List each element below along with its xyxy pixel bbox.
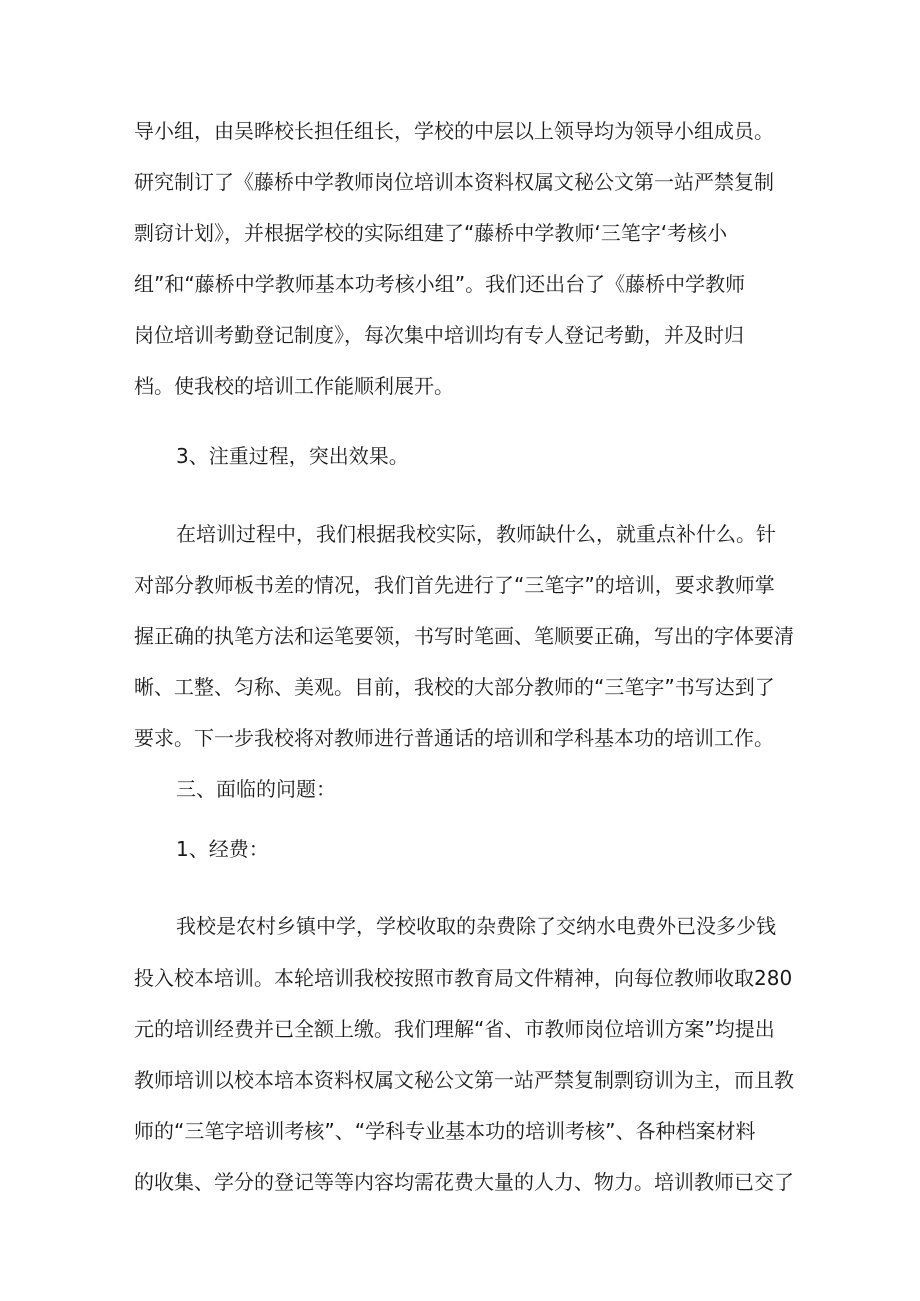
text-line-16: 投入校本培训。本轮培训我校按照市教育局文件精神，向每位教师收取280	[134, 966, 793, 990]
text-line-5: 岗位培训考勤登记制度》，每次集中培训均有专人登记考勤，并及时归	[134, 323, 744, 347]
text-line-2: 研究制订了《藤桥中学教师岗位培训本资料权属文秘公文第一站严禁复制	[134, 170, 774, 194]
text-line-10: 握正确的执笔方法和运笔要领，书写时笔画、笔顺要正确，写出的字体要清	[134, 624, 794, 648]
text-line-20: 的收集、学分的登记等等内容均需花费大量的人力、物力。培训教师已交了	[134, 1170, 794, 1194]
text-line-15: 我校是农村乡镇中学，学校收取的杂费除了交纳水电费外已没多少钱	[176, 914, 776, 938]
text-line-1: 导小组，由吴晔校长担任组长，学校的中层以上领导均为领导小组成员。	[134, 119, 774, 143]
text-line-8: 在培训过程中，我们根据我校实际，教师缺什么，就重点补什么。针	[176, 522, 776, 546]
text-line-9: 对部分教师板书差的情况，我们首先进行了“三笔字”的培训，要求教师掌	[134, 573, 775, 597]
text-line-4: 组”和“藤桥中学教师基本功考核小组”。我们还出台了《藤桥中学教师	[134, 272, 746, 296]
text-line-19: 师的“三笔字培训考核”、“学科专业基本功的培训考核”、各种档案材料	[134, 1119, 756, 1143]
section-heading-process: 3、注重过程，突出效果。	[176, 444, 409, 468]
section-heading-funding: 1、经费：	[176, 837, 269, 861]
section-heading-problems: 三、面临的问题：	[176, 777, 336, 801]
text-line-6: 档。使我校的培训工作能顺利展开。	[134, 374, 454, 398]
text-line-3: 剽窃计划》，并根据学校的实际组建了“藤桥中学教师‘三笔字‘考核小	[134, 221, 728, 245]
text-line-11: 晰、工整、匀称、美观。目前，我校的大部分教师的“三笔字”书写达到了	[134, 675, 775, 699]
text-line-12: 要求。下一步我校将对教师进行普通话的培训和学科基本功的培训工作。	[134, 726, 774, 750]
text-line-17: 元的培训经费并已全额上缴。我们理解“省、市教师岗位培训方案”均提出	[134, 1017, 775, 1041]
text-line-18: 教师培训以校本培本资料权属文秘公文第一站严禁复制剽窃训为主，而且教	[134, 1068, 794, 1092]
